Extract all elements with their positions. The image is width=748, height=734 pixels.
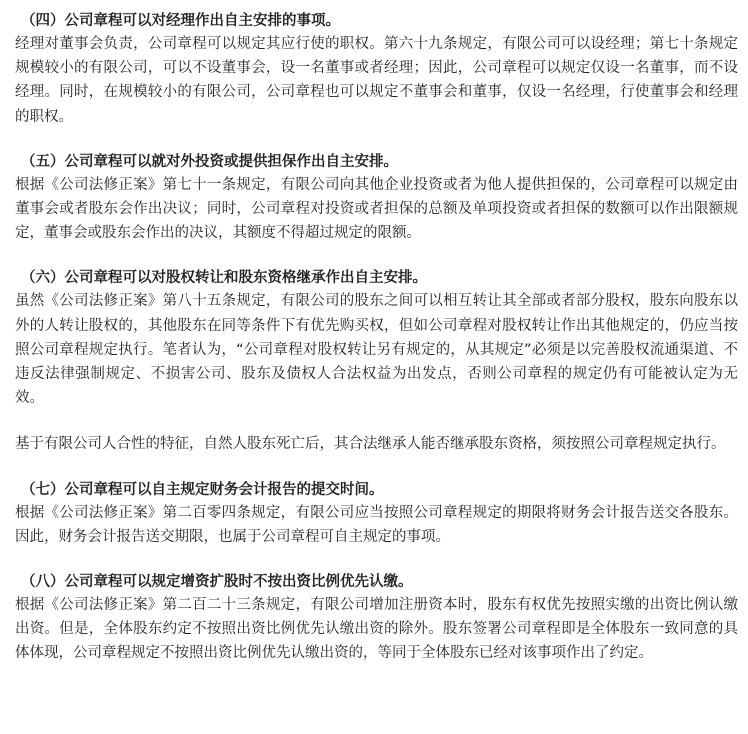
section-7 — [15, 479, 738, 549]
section-4-heading: （四）公司章程可以对经理作出自主安排的事项。 — [21, 13, 340, 29]
section-4 — [15, 10, 738, 129]
section-7-paragraph-1: 根据《公司法修正案》第二百零四条规定，有限公司应当按照公司章程规定的期限将财务会计报告送交各股东。因此，财务会计报告送交期限，也属于公司章程可自主规定的事项。 — [15, 504, 738, 545]
section-gap — [15, 549, 738, 571]
section-gap — [15, 129, 738, 151]
section-5-paragraph-1: 根据《公司法修正案》第七十一条规定，有限公司向其他企业投资或者为他人提供担保的，公司章程可以规定由董事会或者股东会作出决议；同时，公司章程对投资或者担保的总额及单项投资或者担保的数额可以作出限额规定，董事会或股东会作出的决议，其额度不得超过规定的限额。 — [15, 176, 738, 242]
section-6-paragraph-2: 基于有限公司人合性的特征，自然人股东死亡后，其合法继承人能否继承股东资格，须按照公司章程规定执行。 — [15, 436, 726, 453]
section-8 — [15, 571, 738, 666]
section-6-paragraph-1: 虽然《公司法修正案》第八十五条规定，有限公司的股东之间可以相互转让其全部或者部分股权，股东向股东以外的人转让股权的，其他股东在同等条件下有优先购买权，但如公司章程对股权转让作出其他规定的，仍应当按照公司章程规定执行。笔者认为，“公司章程对股权转让另有规定的，从其规定”必须是以完善股权流通渠道、不违反法律强制规定、不损害公司、股东及债权人合法权益为出发点，否则公司章程的规定仍有可能被认定为无效。 — [15, 293, 738, 407]
section-7-heading: （七）公司章程可以自主规定财务会计报告的提交时间。 — [21, 481, 384, 498]
section-4-paragraph-1: 经理对董事会负责，公司章程可以规定其应行使的职权。第六十九条规定，有限公司可以设经理；第七十条规定规模较小的有限公司，可以不设董事会，设一名董事或者经理；因此，公司章程可以规定仅设一名董事，而不设经理。同时，在规模较小的有限公司，公司章程也可以规定不董事会和董事，仅设一名经理，行使董事会和经理的职权。 — [15, 36, 738, 125]
section-8-paragraph-1: 根据《公司法修正案》第二百二十三条规定，有限公司增加注册资本时，股东有权优先按照实缴的出资比例认缴出资。但是，全体股东约定不按照出资比例优先认缴出资的除外。股东签署公司章程即是全体股东一致同意的具体体现，公司章程规定不按照出资比例优先认缴出资的，等同于全体股东已经对该事项作出了约定。 — [15, 597, 738, 662]
section-5-heading: （五）公司章程可以就对外投资或提供担保作出自主安排。 — [21, 153, 398, 170]
section-8-heading: （八）公司章程可以规定增资扩股时不按出资比例优先认缴。 — [21, 574, 413, 591]
section-5 — [15, 151, 738, 246]
section-6-heading: （六）公司章程可以对股权转让和股东资格继承作出自主安排。 — [21, 270, 427, 287]
section-gap — [15, 245, 738, 267]
section-6 — [15, 267, 738, 456]
paragraph-gap — [15, 410, 738, 432]
section-gap — [15, 457, 738, 479]
